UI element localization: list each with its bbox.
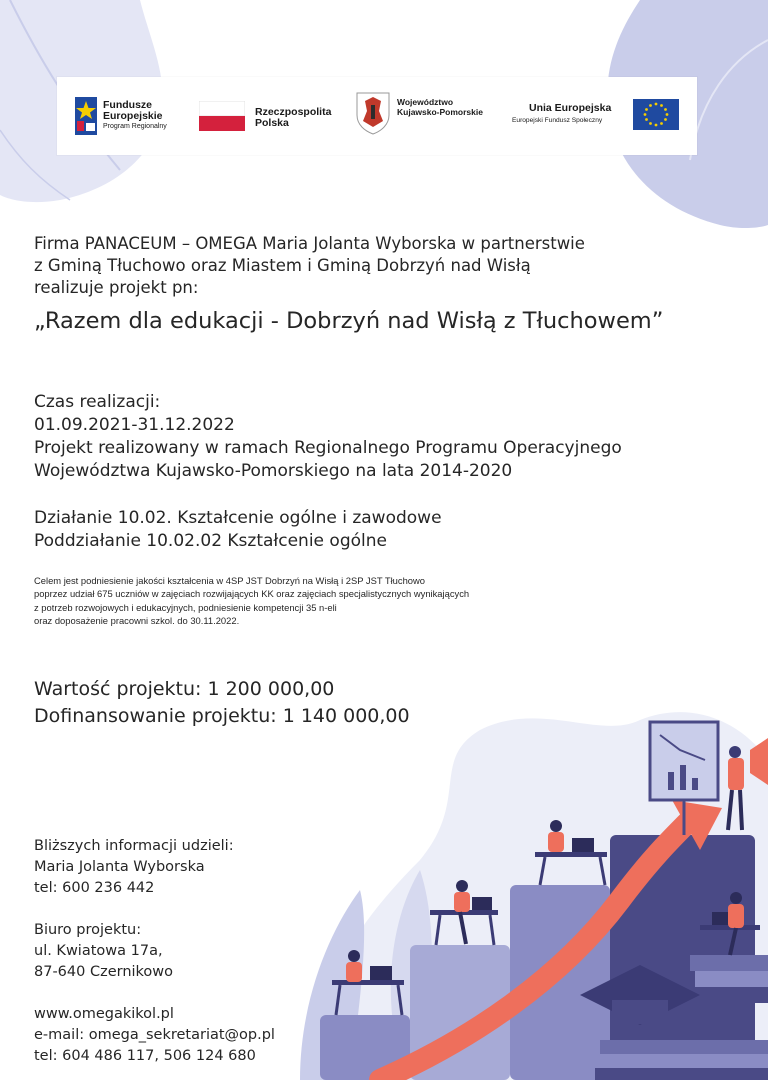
email-link[interactable]: e-mail: omega_sekretariat@op.pl [34, 1027, 275, 1043]
goal-block [34, 574, 469, 627]
actions-block [34, 507, 442, 553]
project-cofinancing: Dofinansowanie projektu: 1 140 000,00 [34, 705, 410, 727]
funding-block [34, 676, 410, 730]
polish-flag-icon [199, 101, 245, 131]
website-link[interactable]: www.omegakikol.pl [34, 1006, 174, 1022]
contact-block [34, 836, 275, 1067]
ue-line2: Europejski Fundusz Społeczny [512, 117, 603, 124]
poddzialanie-line: Poddziałanie 10.02.02 Kształcenie ogólne [34, 531, 387, 551]
realization-label: Czas realizacji: [34, 392, 161, 412]
program-line-1: Projekt realizowany w ramach Regionalnego Programu Operacyjnego [34, 438, 622, 458]
intro-block [34, 233, 585, 299]
realization-block [34, 391, 622, 483]
goal-line-1: Celem jest podniesienie jakości kształcenia w 4SP JST Dobrzyń na Wisłą i 2SP JST Tłuchowo [34, 575, 425, 586]
logo-bar [57, 77, 697, 155]
rzeczpospolita-polska-logo [199, 101, 339, 135]
fe-line1: Fundusze [103, 99, 152, 111]
office-city: 87-640 Czernikowo [34, 964, 174, 980]
office-street: ul. Kwiatowa 17a, [34, 943, 163, 959]
intro-line-3: realizuje projekt pn: [34, 278, 199, 297]
program-line-2: Województwa Kujawsko-Pomorskiego na lata 2014-2020 [34, 461, 513, 481]
rp-line2: Polska [255, 117, 289, 129]
goal-line-2: poprzez udział 675 uczniów w zajęciach rozwijających KK oraz zajęciach specjalistycznych wynikających [34, 588, 470, 600]
fe-star-icon [75, 97, 97, 135]
eu-flag-icon [633, 99, 679, 130]
rp-line1: Rzeczpospolita [255, 106, 332, 118]
dzialanie-line: Działanie 10.02. Kształcenie ogólne i zawodowe [34, 508, 442, 528]
ue-line1: Unia Europejska [529, 102, 612, 114]
unia-europejska-logo [509, 99, 687, 133]
fundusze-europejskie-logo [75, 95, 205, 140]
woj-line2: Kujawsko-Pomorskie [397, 107, 483, 117]
realization-dates: 01.09.2021-31.12.2022 [34, 415, 235, 435]
office-label: Biuro projektu: [34, 922, 142, 938]
intro-line-2: z Gminą Tłuchowo oraz Miastem i Gminą Dobrzyń nad Wisłą [34, 256, 531, 275]
coat-of-arms-icon [355, 91, 391, 135]
office-phone: tel: 604 486 117, 506 124 680 [34, 1048, 256, 1064]
goal-line-4: oraz doposażenie pracowni szkol. do 30.11.2022. [34, 614, 240, 626]
fe-line3: Program Regionalny [103, 123, 167, 130]
contact-info-label: Bliższych informacji udzieli: [34, 838, 234, 854]
goal-line-3: z potrzeb rozwojowych i edukacyjnych, podniesienie kompetencji 35 n-eli [34, 601, 337, 613]
fe-line2: Europejskie [103, 110, 163, 122]
contact-person: Maria Jolanta Wyborska [34, 859, 205, 875]
project-value: Wartość projektu: 1 200 000,00 [34, 678, 335, 700]
contact-person-tel: tel: 600 236 442 [34, 880, 155, 896]
intro-line-1: Firma PANACEUM – OMEGA Maria Jolanta Wyborska w partnerstwie [34, 234, 585, 253]
wojewodztwo-logo [355, 91, 505, 139]
project-title: „Razem dla edukacji - Dobrzyń nad Wisłą z Tłuchowem” [34, 308, 664, 334]
woj-line1: Województwo [397, 97, 454, 107]
